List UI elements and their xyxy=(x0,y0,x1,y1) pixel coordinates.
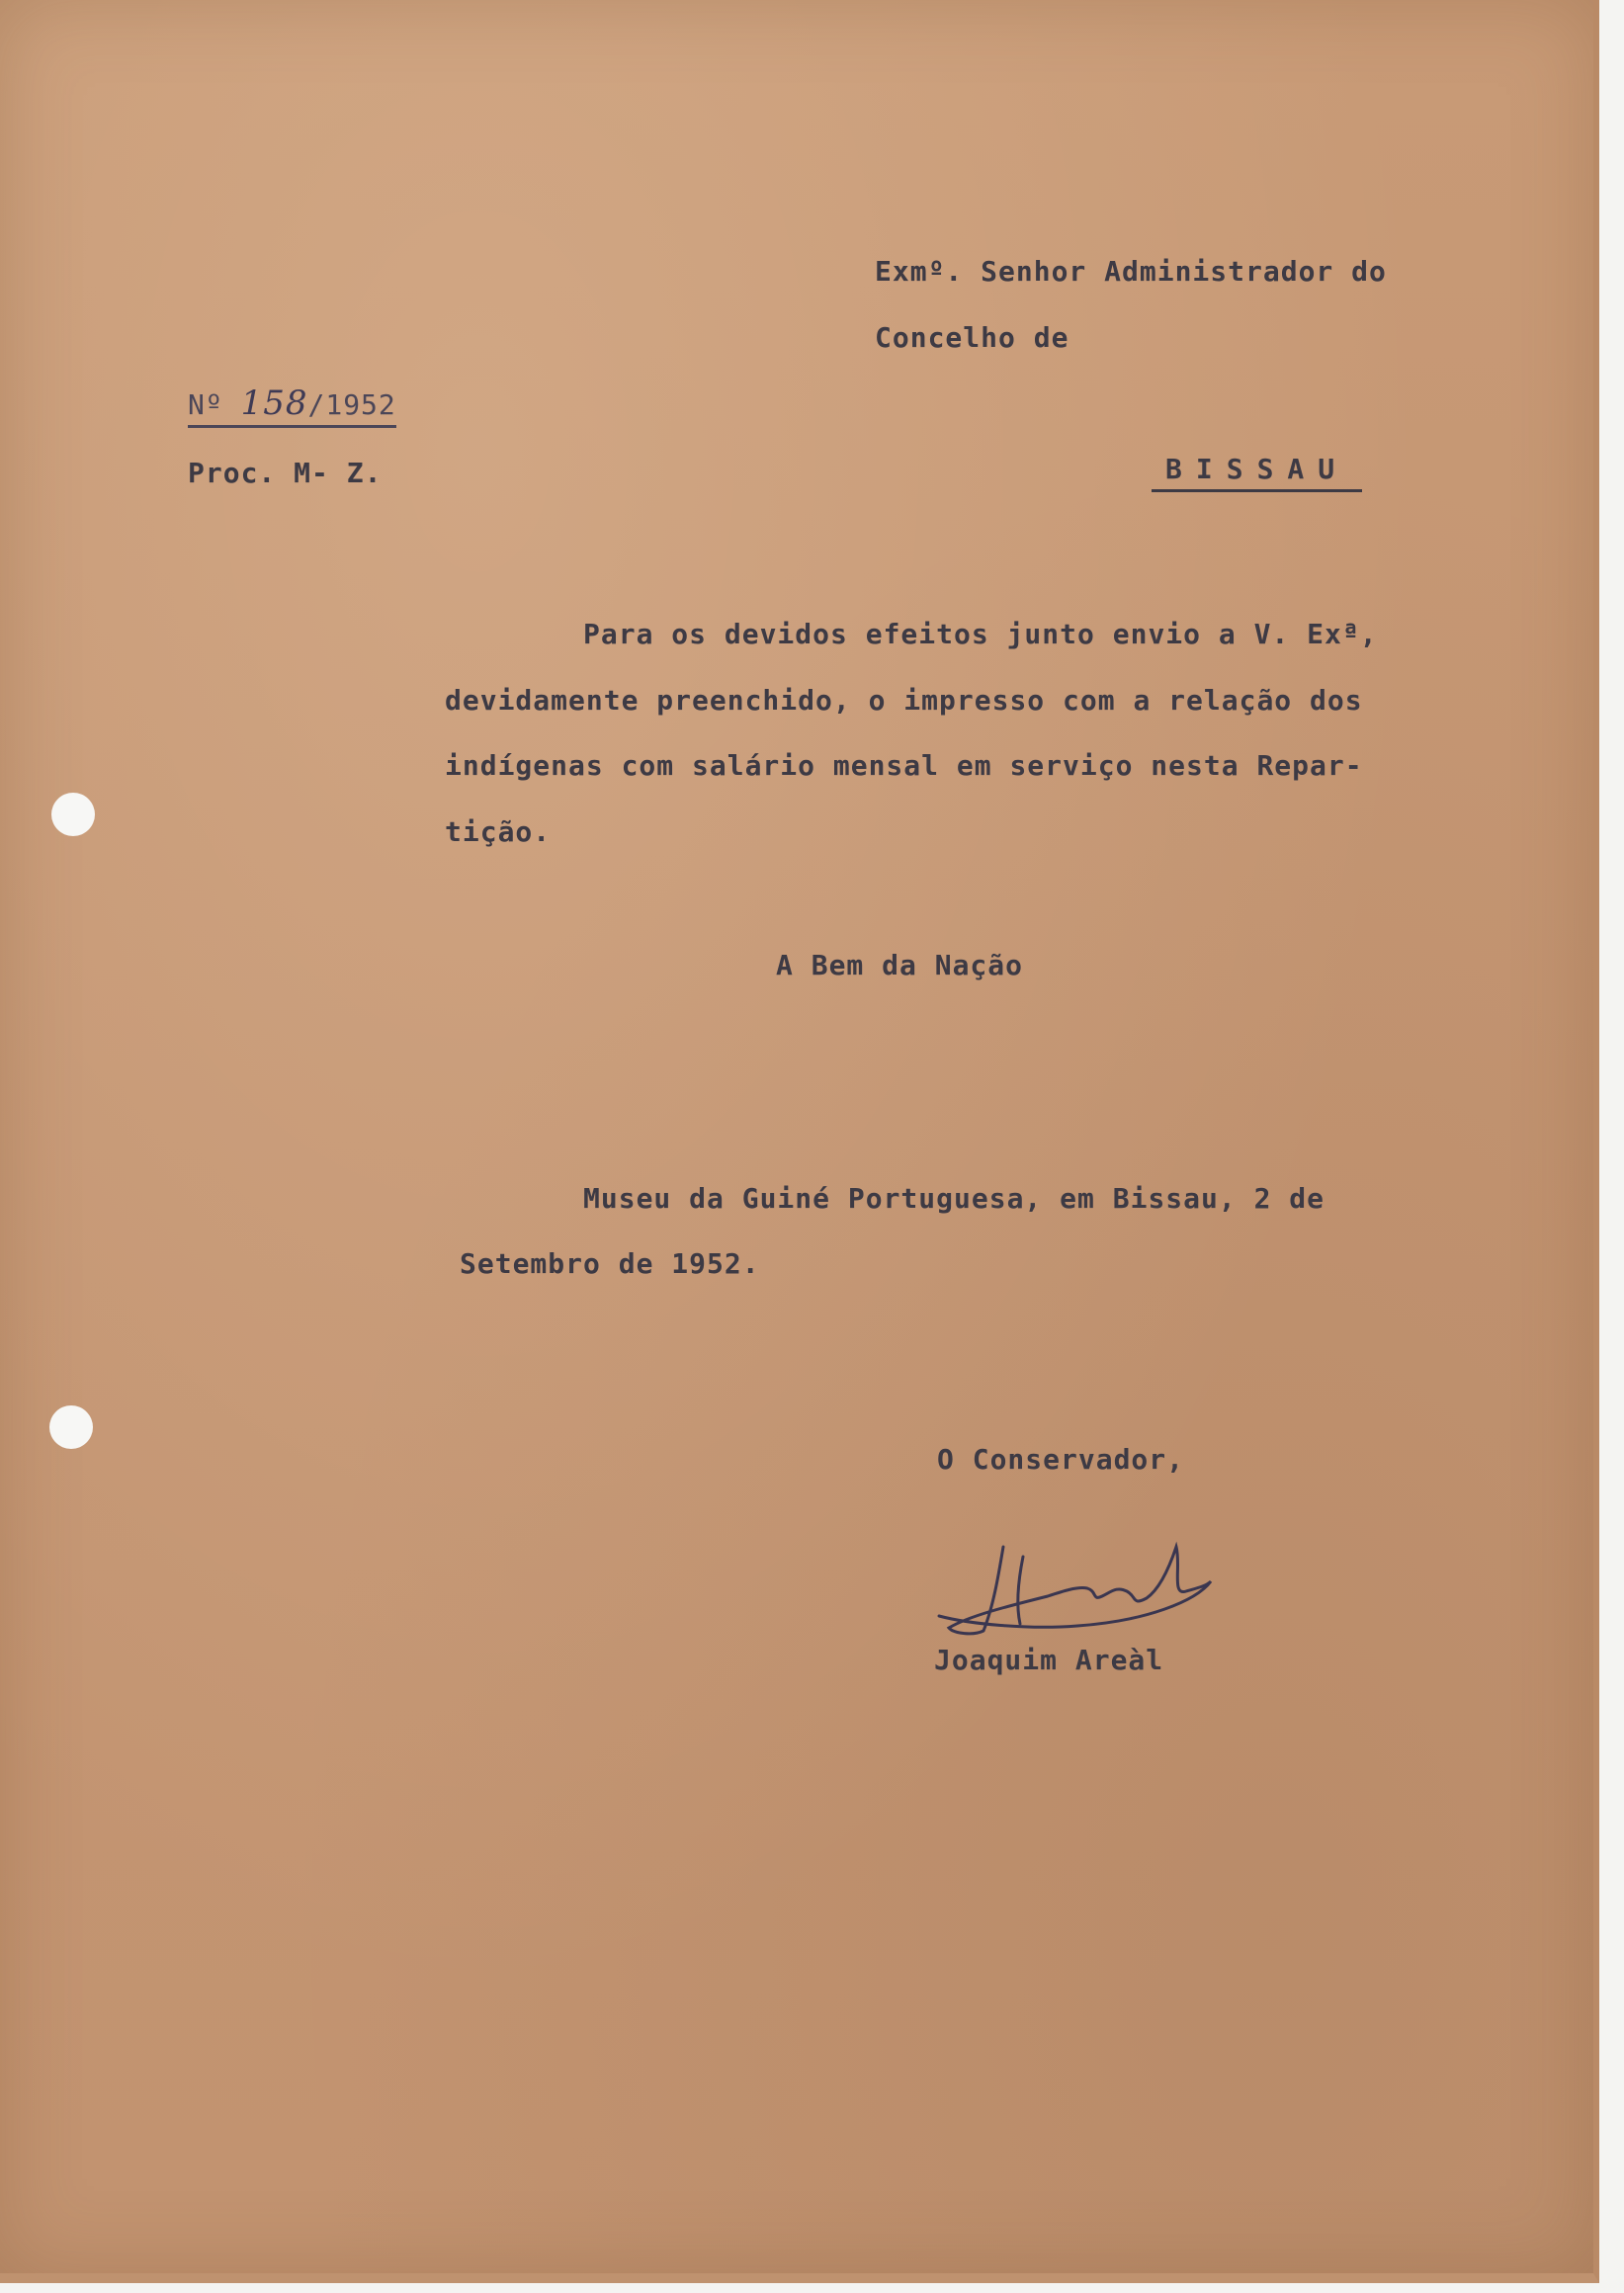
reference-number xyxy=(188,383,396,428)
reference-number-prefix: Nº xyxy=(188,388,223,421)
recipient-line-1: Exmº. Senhor Administrador do xyxy=(875,255,1387,288)
recipient-line-2: Concelho de xyxy=(875,321,1069,354)
punch-hole xyxy=(51,793,95,836)
reference-number-handwritten: 158 xyxy=(240,383,308,423)
body-line-4: tição. xyxy=(445,815,552,848)
place-date-line-2: Setembro de 1952. xyxy=(460,1247,760,1280)
handwritten-signature xyxy=(929,1537,1216,1656)
recipient-city: BISSAU xyxy=(1152,453,1362,492)
reference-number-year: /1952 xyxy=(307,388,396,421)
signatory-title: O Conservador, xyxy=(937,1443,1185,1476)
body-line-2: devidamente preenchido, o impresso com a relação dos xyxy=(445,684,1363,717)
body-line-3: indígenas com salário mensal em serviço nesta Repar- xyxy=(445,749,1363,782)
place-date-line-1: Museu da Guiné Portuguesa, em Bissau, 2 de xyxy=(583,1182,1325,1215)
closing-salutation: A Bem da Nação xyxy=(776,949,1024,981)
body-line-1: Para os devidos efeitos junto envio a V. Exª, xyxy=(583,618,1378,650)
punch-hole xyxy=(49,1405,93,1449)
process-reference: Proc. M- Z. xyxy=(188,457,383,489)
signatory-name: Joaquim Areàl xyxy=(934,1644,1164,1676)
